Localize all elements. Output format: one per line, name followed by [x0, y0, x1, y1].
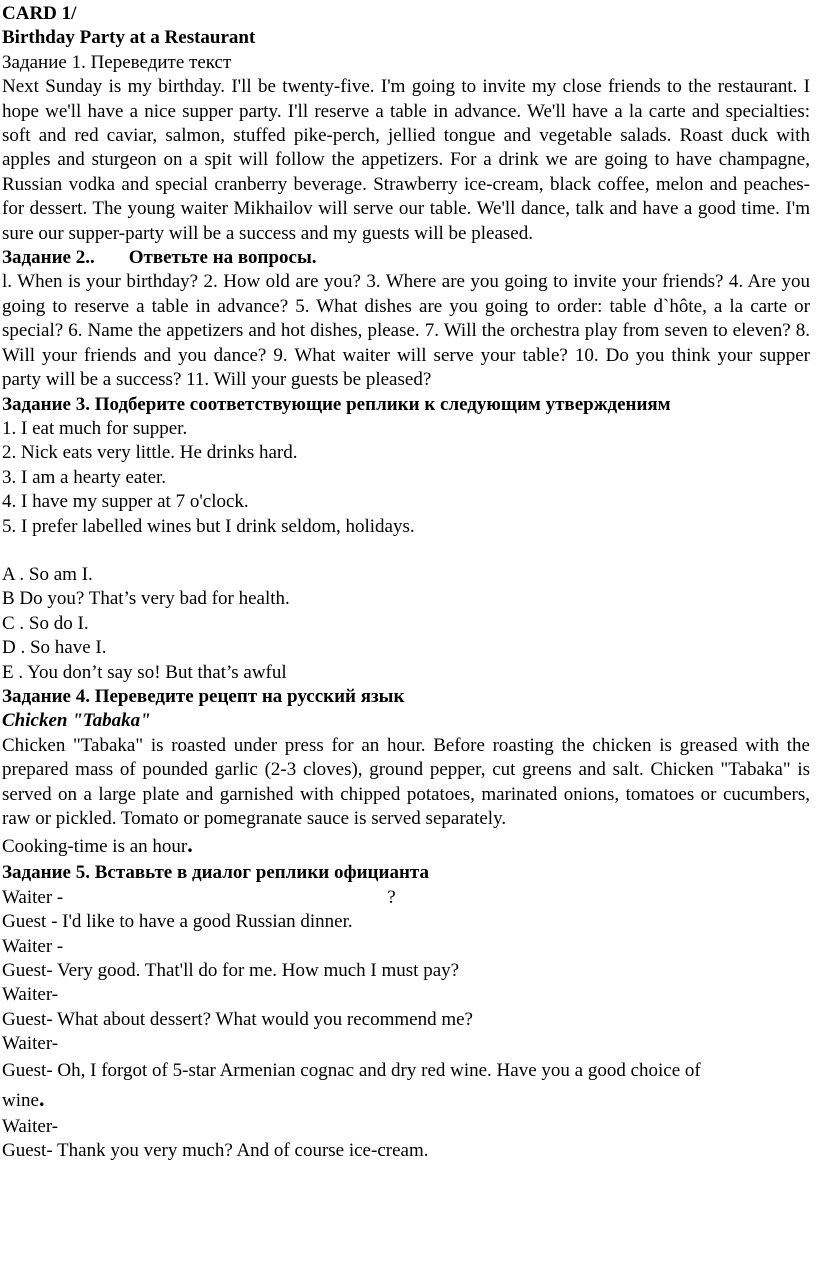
dialog-line-waiter: Waiter-: [2, 1115, 59, 1137]
dialog-line-waiter: Waiter -: [2, 935, 64, 957]
task3-reply: C . So do I.: [2, 612, 89, 634]
task2-label-number: Задание 2..: [2, 247, 95, 269]
recipe-text: Chicken "Tabaka" is roasted under press for an hour. Before roasting the chicken is greased with the prepared mass of pounded garlic (2-3 cloves), ground pepper, cut greens and salt. Chicken "Tabaka" is served on a large plate and garnished with chipped potatoes, marinated onions, tomatoes or cucumbers, raw or pickled. Tomato or pomegranate sauce is served separately.: [2, 734, 810, 829]
task2-label-instruction: Ответьте на вопросы.: [128, 247, 317, 269]
card-title: CARD 1/: [2, 3, 77, 24]
task2-questions: l. When is your birthday? 2. How old are you? 3. Where are you going to invite your friends? 4. Are you going to reserve a table in advance? 5. What dishes are you going to order: table d`hôte, a la carte or special? 6. Name the appetizers and hot dishes, please. 7. Will the orchestra play from seven to eleven? 8. Will your friends and you dance? 9. What waiter will serve your table? 10. Do you think your supper party will be a success? 11. Will your guests be pleased?: [2, 271, 810, 391]
task5-label: Задание 5. Вставьте в диалог реплики официанта: [2, 862, 429, 884]
page-heading: Birthday Party at a Restaurant: [2, 27, 256, 49]
cooking-time-text: Cooking-time is an hour: [2, 836, 188, 858]
cooking-time: [2, 831, 810, 861]
task4-label: Задание 4. Переведите рецепт на русский язык: [2, 685, 405, 707]
dialog-word-wine: wine: [2, 1089, 39, 1111]
dialog-line-guest: Guest- What about dessert? What would you recommend me?: [2, 1008, 473, 1030]
dialog-line-waiter: Waiter-: [2, 984, 59, 1006]
dialog-line-guest-continued: [2, 1085, 810, 1115]
dialog-line-guest: Guest- Oh, I forgot of 5-star Armenian cognac and dry red wine. Have you a good choice of: [2, 1059, 701, 1081]
task3-statement: 1. I eat much for supper.: [2, 417, 188, 439]
task3-reply: D . So have I.: [2, 637, 107, 659]
task2-label: [2, 246, 810, 270]
task1-text: Next Sunday is my birthday. I'll be twenty-five. I'm going to invite my close friends to the restaurant. I hope we'll have a nice supper party. I'll reserve a table in advance. We'll have a la carte and specialties: soft and red caviar, salmon, stuffed pike-perch, jellied tongue and vegetable salads. Roast duck with apples and sturgeon on a spit will follow the appetizers. For a drink we are going to have champagne, Russian vodka and special cranberry beverage. Strawberry ice-cream, black coffee, melon and peaches-for dessert. The young waiter Mikhailov will serve our table. We'll dance, talk and have a good time. I'm sure our supper-party will be a success and my guests will be pleased.: [2, 76, 810, 244]
dialog-line-guest: Guest- Very good. That'll do for me. How much I must pay?: [2, 960, 460, 982]
task1-label: Задание 1. Переведите текст: [2, 51, 232, 73]
dialog-question-mark: ?: [387, 886, 396, 908]
blank-line: [2, 539, 810, 563]
task3-statement: 3. I am a hearty eater.: [2, 466, 167, 488]
task3-statement: 4. I have my supper at 7 o'clock.: [2, 491, 249, 513]
recipe-title: Chicken "Tabaka": [2, 710, 151, 732]
dialog-line-guest: Guest - I'd like to have a good Russian dinner.: [2, 911, 353, 933]
dialog-line-guest: Guest- Thank you very much? And of course ice-cream.: [2, 1140, 429, 1162]
dialog-line-waiter: Waiter-: [2, 1033, 59, 1055]
dialog-wine-dot: .: [38, 1085, 45, 1111]
task3-reply: A . So am I.: [2, 563, 93, 585]
dialog-line-waiter: [2, 886, 810, 910]
task3-statement: 2. Nick eats very little. He drinks hard.: [2, 442, 298, 464]
task3-reply: E . You don’t say so! But that’s awful: [2, 661, 287, 683]
dialog-line-waiter-prefix: Waiter -: [2, 886, 64, 908]
task3-reply: B Do you? That’s very bad for health.: [2, 588, 290, 610]
task3-statement: 5. I prefer labelled wines but I drink seldom, holidays.: [2, 515, 415, 537]
task3-label: Задание 3. Подберите соответствующие реплики к следующим утверждениям: [2, 393, 671, 415]
cooking-time-dot: .: [187, 832, 193, 858]
